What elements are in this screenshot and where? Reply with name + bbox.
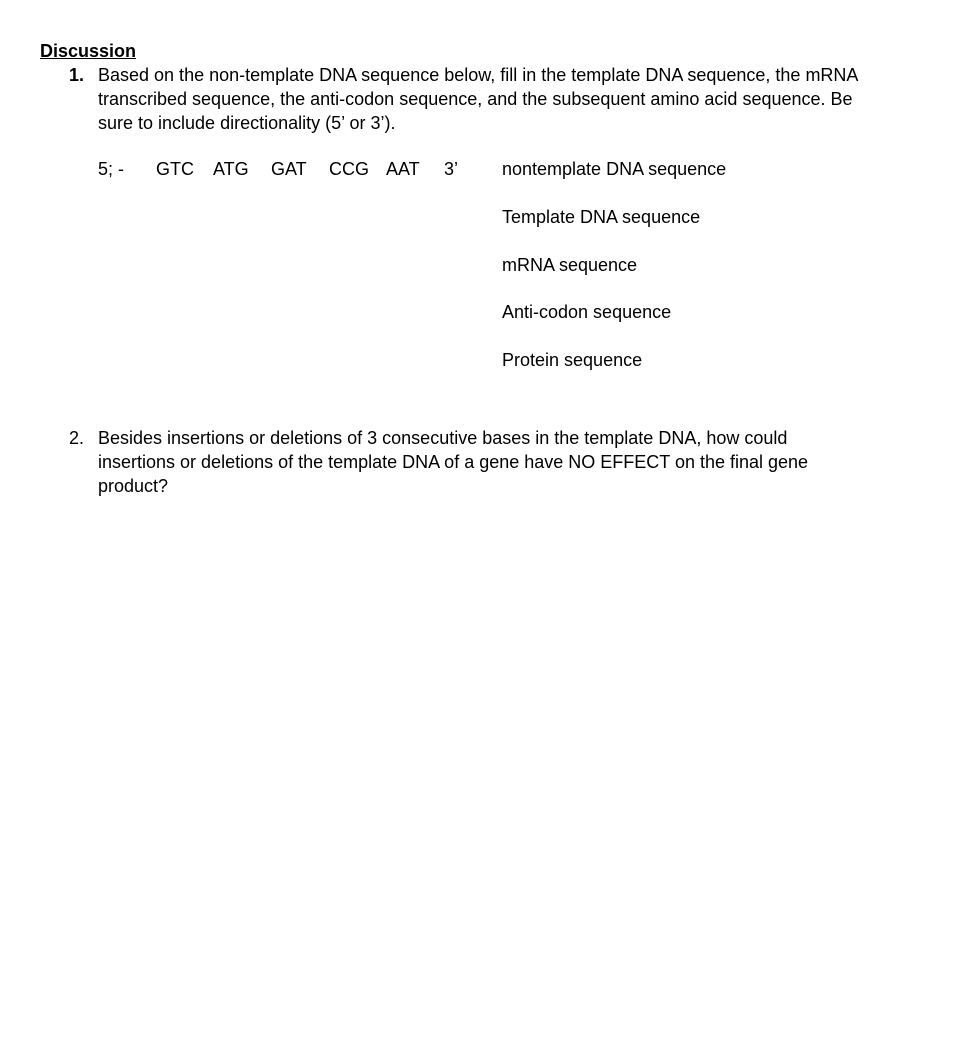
question-1-text: Based on the non-template DNA sequence below, fill in the template DNA sequence, the mRNA transcribed sequence, the anti-codon sequence, and the subsequent amino acid sequence. Be sure to include directionality (5’ or 3’). (98, 65, 858, 133)
codon-1: GTC (156, 159, 194, 179)
label-nontemplate-dna: nontemplate DNA sequence (502, 159, 727, 179)
question-2-number: 2. (69, 428, 85, 448)
label-anticodon: Anti-codon sequence (502, 302, 672, 322)
codon-5: AAT (386, 159, 420, 179)
discussion-heading: Discussion (40, 41, 137, 61)
question-2-text: Besides insertions or deletions of 3 consecutive bases in the template DNA, how could insertions or deletions of the template DNA of a gene have NO EFFECT on the final gene product? (98, 428, 809, 496)
question-1-number: 1. (69, 65, 85, 85)
label-mrna: mRNA sequence (502, 255, 638, 275)
sequence-suffix: 3’ (444, 159, 459, 179)
codon-2: ATG (213, 159, 249, 179)
codon-3: GAT (271, 159, 307, 179)
label-template-dna: Template DNA sequence (502, 207, 701, 227)
codon-4: CCG (329, 159, 369, 179)
sequence-prefix: 5; - (98, 159, 125, 179)
label-protein: Protein sequence (502, 350, 643, 370)
